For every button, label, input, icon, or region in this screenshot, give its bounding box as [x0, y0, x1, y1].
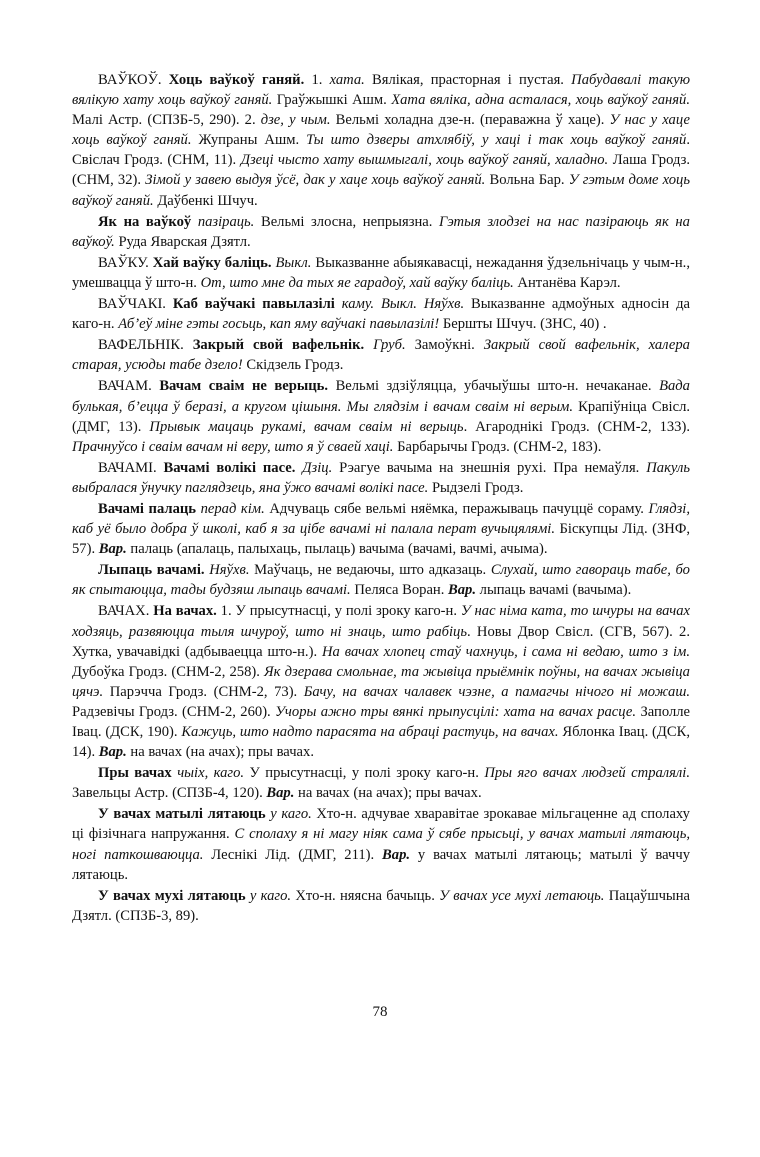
- entry-text-segment: Вар.: [266, 785, 295, 802]
- entry-text-segment: Крапіўніца Свісл. (ДМГ, 13).: [72, 398, 690, 435]
- entry-text-segment: ВАЎЧАКІ.: [98, 296, 173, 313]
- entry-text-segment: . Свіслач Гродз. (СНМ, 11).: [72, 132, 690, 169]
- entry-text-segment: У вачах мухі лятаюць: [98, 887, 246, 904]
- dictionary-entry: [72, 253, 690, 293]
- entry-text-segment: Пеляса Воран.: [350, 582, 449, 599]
- entry-text-segment: С сполаху я ні магу ніяк сама ў сябе прысьці, у вачах матылі лятаюць, ногі паткошваюцца.: [72, 826, 690, 863]
- entry-text-segment: у каго.: [249, 887, 292, 904]
- entry-text-segment: У вачах матылі лятаюць: [98, 806, 266, 823]
- entry-text-segment: Вар.: [382, 846, 411, 863]
- entry-text-segment: Радзевічы Гродз. (СНМ-2, 260).: [72, 703, 276, 720]
- entry-text-segment: Хата вяліка, адна асталася, хоць ваўкоў ганяй.: [391, 92, 691, 109]
- entry-text-segment: ВАЎКОЎ.: [98, 72, 169, 88]
- entry-text-segment: Вельмі холадна дзе-н. (пераважна ў хаце).: [330, 112, 610, 129]
- entry-text-segment: Пры вачах: [98, 765, 172, 782]
- entry-text-segment: На вачах.: [153, 603, 217, 620]
- entry-text-segment: Вачамі волікі пасе.: [163, 459, 296, 476]
- entry-text-segment: Яблонка Івац. (ДСК, 14).: [72, 724, 690, 761]
- entry-text-segment: Як на ваўкоў: [98, 213, 192, 230]
- entry-text-segment: ВАЧАМ.: [98, 378, 160, 395]
- entry-text-segment: Пацаўшчына Дзятл. (СПЗБ-3, 89).: [72, 887, 691, 924]
- dictionary-entry: [72, 763, 690, 803]
- entry-text-segment: У гэтым доме хоць ваўкоў ганяй.: [72, 172, 690, 209]
- entry-text-segment: лыпаць вачамі (вачыма).: [476, 582, 632, 599]
- entry-text-segment: Бачу, на вачах чалавек чэзне, а памагчы нічого ні можаш.: [303, 683, 690, 700]
- entry-text-segment: У нас у хаце хоць ваўкоў ганяй.: [72, 112, 690, 149]
- entry-text-segment: Завельцы Астр. (СПЗБ-4, 120).: [72, 785, 267, 802]
- entry-text-segment: ВАЧАМІ.: [98, 459, 164, 476]
- entry-text-segment: Антанёва Карэл.: [513, 274, 621, 291]
- entry-text-segment: Вар.: [98, 541, 127, 558]
- entry-text-segment: [364, 337, 373, 353]
- dictionary-entry: [72, 376, 690, 456]
- dictionary-entry: [72, 804, 690, 884]
- entry-text-segment: Выказванне абыякавасці, нежадання ўдзельнічаць у чым-н., умешвацца ў што-н.: [72, 254, 690, 291]
- entry-text-segment: Рыдзелі Гродз.: [428, 479, 524, 496]
- entry-text-segment: Вельмі злосна, непрыязна.: [254, 213, 440, 230]
- entry-text-segment: Парэчча Гродз. (СНМ-2, 73).: [103, 683, 304, 700]
- entry-text-segment: Граўжышкі Ашм.: [272, 92, 392, 109]
- entry-text-segment: Руда Яварская Дзятл.: [114, 233, 251, 250]
- entry-text-segment: Закрый свой вафельнік.: [192, 337, 365, 354]
- entry-text-segment: Як дзерава смольнае, та жывіца прыёмнік поўны, на вачах жывіца цячэ.: [72, 663, 690, 700]
- entry-text-segment: От, што мне да тых яе гарадоў, хай ваўку баліць.: [200, 274, 514, 291]
- entry-text-segment: Адчуваць сябе вельмі няёмка, перажываць пачуццё сораму.: [264, 500, 649, 517]
- entry-text-segment: Вар.: [98, 744, 127, 761]
- entry-text-segment: Жупраны Ашм.: [191, 132, 307, 149]
- entry-text-segment: Пабудавалі такую вялікую хату хоць ваўкоў ганяй.: [72, 72, 691, 109]
- entry-text-segment: Каб ваўчакі павылазілі: [172, 296, 335, 313]
- entry-text-segment: Учоры ажно тры вянкі прыпусцілі: хата на вачах расце.: [275, 703, 637, 720]
- entry-text-segment: 1. У прысутнасці, у полі зроку каго-н.: [216, 603, 461, 620]
- entry-text-segment: пазіраць.: [197, 213, 255, 230]
- entry-text-segment: Пры яго вачах людзей стралялі.: [484, 765, 690, 782]
- entry-text-segment: На вачах хлопец стаў чахнуць, і сама ні ведаю, што з ім.: [321, 643, 690, 660]
- entry-text-segment: Глядзі, каб уё было добра ў школі, каб я за цібе вачамі ні палала перат вучыцялямі.: [72, 500, 690, 538]
- entry-text-segment: у каго.: [270, 806, 312, 823]
- entry-text-segment: Леснікі Лід. (ДМГ, 211).: [203, 846, 383, 863]
- entry-text-segment: каму. Выкл. Няўхв.: [341, 296, 465, 313]
- entry-text-segment: Аб’еў міне гэты госьць, кап яму ваўчакі павылазілі!: [118, 316, 440, 333]
- dictionary-entry: [72, 458, 690, 498]
- entry-text-segment: на вачах (на ачах); пры вачах.: [126, 744, 314, 761]
- entry-text-segment: Вар.: [448, 582, 477, 599]
- entry-text-segment: Прывык мацаць рукамі, вачам сваім ні верыць: [149, 418, 464, 435]
- entry-text-segment: Гэтыя злодзеі на нас пазіраюць як на ваўкоў.: [72, 213, 690, 250]
- entry-text-segment: Дзіц.: [302, 459, 333, 476]
- entry-text-segment: Хто-н. няясна бачыць.: [291, 887, 440, 904]
- entry-text-segment: Хай ваўку баліць.: [152, 254, 272, 271]
- entry-text-segment: ВАЎКУ.: [98, 254, 153, 271]
- entry-text-segment: Скідзель Гродз.: [242, 357, 344, 374]
- dictionary-entry: [72, 212, 690, 252]
- entry-text-segment: Даўбенкі Шчуч.: [153, 192, 258, 209]
- entry-text-segment: Дзеці чысто хату вышмыгалі, хоць ваўкоў ганяй, халадно.: [240, 152, 609, 169]
- entry-text-segment: Выказванне адмоўных адносін да каго-н.: [72, 296, 690, 333]
- entry-text-segment: Хто-н. адчувае хваравітае зрокавае мільгаценне ад сполаху ці фізічнага напружання.: [72, 806, 690, 843]
- entry-text-segment: Груб.: [373, 337, 406, 354]
- dictionary-entry: [72, 886, 690, 926]
- entry-text-segment: Біскупцы Лід. (ЗНФ, 57).: [72, 521, 690, 558]
- entry-text-segment: Вельмі здзіўляцца, убачыўшы што-н. нечаканае.: [328, 378, 660, 395]
- entry-text-segment: Закрый свой вафельнік, халера старая, усюды табе дзело!: [72, 337, 690, 374]
- entry-text-segment: Вольна Бар.: [485, 172, 569, 189]
- entry-text-segment: . Агароднікі Гродз. (СНМ-2, 133).: [463, 418, 690, 435]
- entry-text-segment: Вачам сваім не верыць.: [159, 378, 329, 395]
- entry-text-segment: перад кім.: [200, 500, 265, 517]
- entry-text-segment: Слухай, што гаворaць табе, бо як спытаюцца, тады будзяш лыпаць вачамі.: [72, 562, 690, 599]
- entry-text-segment: у вачах матылі лятаюць; матылі ў ваччу лятаюць.: [72, 846, 690, 883]
- entry-text-segment: [191, 214, 198, 230]
- page-number: 78: [372, 1004, 388, 1020]
- entry-text-segment: Дубоўка Гродз. (СНМ-2, 258).: [72, 663, 265, 680]
- entry-text-segment: [335, 296, 342, 312]
- entry-text-segment: Заполле Івац. (ДСК, 190).: [72, 703, 691, 740]
- dictionary-entry: [72, 499, 690, 559]
- entry-text-segment: Прачнуўсо і сваім вачам ні веру, што я ў сваей хаці.: [72, 438, 394, 455]
- entry-text-segment: Лаша Гродз. (СНМ, 32).: [72, 152, 690, 189]
- dictionary-entry: [72, 294, 690, 334]
- dictionary-entry: [72, 70, 690, 211]
- entry-text-segment: палаць (апалаць, палыхаць, пылаць) вачыма (вачамі, вачмі, ачыма).: [126, 541, 548, 558]
- entry-text-segment: ВАФЕЛЬНІК.: [98, 337, 193, 354]
- entry-text-segment: Няўхв.: [209, 562, 250, 579]
- entry-text-segment: ВАЧАХ.: [98, 603, 154, 620]
- entry-text-segment: Пакуль выбралася ўнучку паглядзець, яна ўжо вачамі волікі пасе.: [72, 459, 690, 496]
- entry-text-segment: Замоўкні.: [405, 337, 484, 354]
- entry-text-segment: Хоць ваўкоў ганяй.: [168, 72, 305, 88]
- entry-text-segment: Зімой у завею выдуя ўсё, дак у хаце хоць ваўкоў ганяй.: [145, 172, 486, 189]
- entry-text-segment: Кажуць, што надто парасята на абраці растуць, на вачах.: [181, 724, 559, 740]
- entry-text-segment: У прысутнасці, у полі зроку каго-н.: [244, 765, 485, 782]
- entry-text-segment: хата.: [329, 72, 365, 88]
- entry-text-segment: Вада булькая, б’еццa ў беразі, а кругом цішыня. Мы глядзім і вачам сваім ні верым.: [72, 378, 690, 415]
- entry-text-segment: Маўчаць, не ведаючы, што адказаць.: [249, 562, 491, 579]
- entry-text-segment: Рэагуе вачыма на знешнія рухі. Пра немаўля.: [332, 459, 647, 476]
- entry-text-segment: дзе, у чым.: [260, 112, 331, 129]
- entry-text-segment: Вялікая, прасторная і пустая.: [364, 72, 572, 88]
- dictionary-entry: [72, 560, 690, 600]
- entry-text-segment: . Новы Двор Свісл. (СГВ, 567). 2. Хутка, увачавідкі (адбываецца што-н.).: [72, 623, 690, 660]
- entry-text-segment: 1.: [304, 72, 330, 88]
- entry-text-segment: на вачах (на ачах); пры вачах.: [294, 785, 482, 802]
- dictionary-entry: [72, 601, 690, 762]
- entry-text-segment: чыіх, каго.: [177, 765, 245, 782]
- entry-text-segment: Вачамі палаць: [98, 500, 196, 517]
- entry-text-segment: Бершты Шчуч. (ЗНС, 40) .: [439, 316, 607, 333]
- entry-text-segment: Выкл.: [275, 254, 312, 271]
- entry-text-segment: У вачах усе мухі летаюць.: [439, 887, 605, 904]
- entry-text-segment: Ты што дзверы атхлябіў, у хаці і так хоць ваўкоў ганяй: [306, 132, 687, 149]
- dictionary-page: [72, 70, 690, 927]
- entry-text-segment: Малі Астр. (СПЗБ-5, 290). 2.: [72, 112, 261, 129]
- dictionary-entry: [72, 335, 690, 375]
- entry-text-segment: Барбарычы Гродз. (СНМ-2, 183).: [393, 438, 602, 455]
- entry-text-segment: Лыпаць вачамі.: [98, 562, 205, 579]
- entry-text-segment: У нас німа ката, то шчуры на вачах ходзяць, развяюцца тыля шчуроў, што ні знаць, што рабіць: [72, 603, 690, 640]
